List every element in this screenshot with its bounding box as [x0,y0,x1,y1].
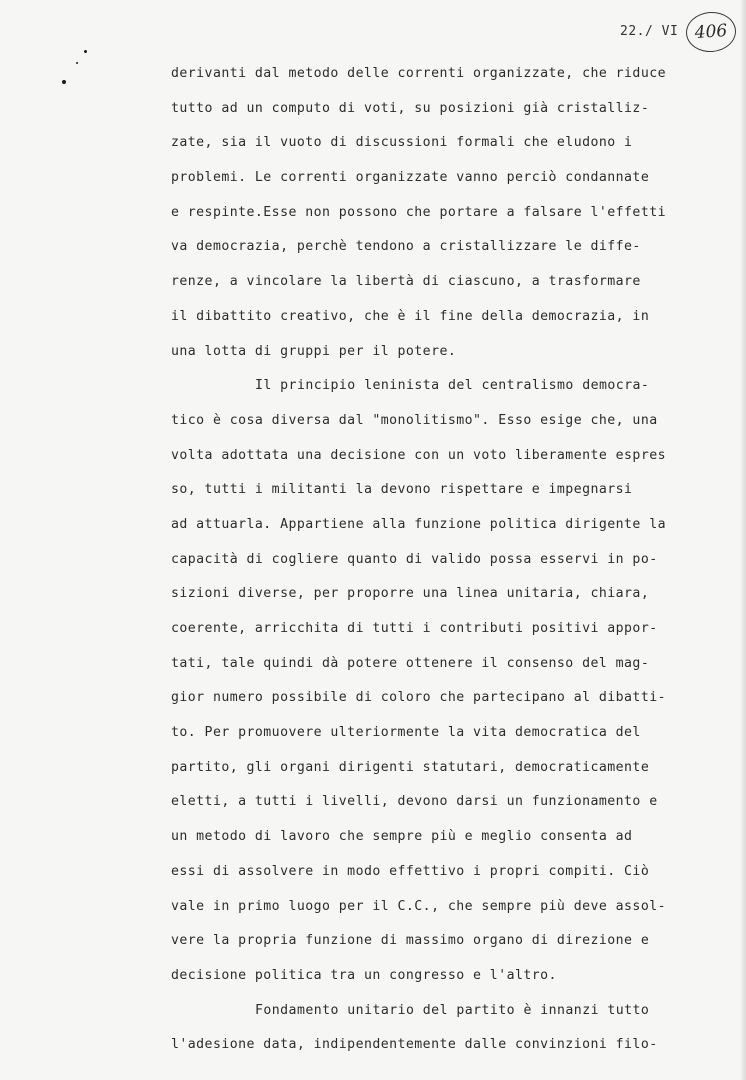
text-line: renze, a vincolare la libertà di ciascuno, a trasformare [171,274,641,290]
text-line: volta adottata una decisione con un voto liberamente espres [171,447,666,463]
text-line: un metodo di lavoro che sempre più e meglio consenta ad [171,829,633,845]
text-line: va democrazia, perchè tendono a cristallizzare le diffe- [171,239,641,255]
text-line: partito, gli organi dirigenti statutari, democraticamente [171,759,650,775]
page-number: 22./ VI [620,24,679,39]
text-line: vale in primo luogo per il C.C., che sempre più deve assol- [171,898,666,914]
body-text [171,62,711,1068]
text-line: e respinte.Esse non possono che portare a falsare l'effetti [171,204,666,220]
text-line: eletti, a tutti i livelli, devono darsi un funzionamento e [171,794,658,810]
text-line: zate, sia il vuoto di discussioni formali che eludono i [171,135,633,151]
text-line: gior numero possibile di coloro che partecipano al dibatti- [171,690,666,706]
text-line: vere la propria funzione di massimo organo di direzione e [171,933,650,949]
text-line: una lotta di gruppi per il potere. [171,343,457,359]
text-line: l'adesione data, indipendentemente dalle convinzioni filo- [171,1037,658,1053]
ink-dot [84,50,87,53]
text-line: il dibattito creativo, che è il fine della democrazia, in [171,308,650,324]
ink-dot [62,80,66,84]
text-line: coerente, arricchita di tutti i contributi positivi appor- [171,621,658,636]
text-line: so, tutti i militanti la devono rispettare e impegnarsi [171,482,633,498]
text-line: essi di assolvere in modo effettivo i propri compiti. Ciò [171,863,650,879]
text-line: tutto ad un computo di voti, su posizioni già cristalliz- [171,100,650,116]
text-line: Il principio leninista del centralismo democra- [255,378,650,394]
page-edge-shadow [740,0,746,1080]
text-line: derivanti dal metodo delle correnti organizzate, che riduce [171,66,666,81]
ink-dot [76,62,78,64]
text-line: tico è cosa diversa dal "monolitismo". Esso esige che, una [171,412,658,428]
text-line: problemi. Le correnti organizzate vanno perciò condannate [171,170,650,186]
text-line: to. Per promuovere ulteriormente la vita democratica del [171,725,641,741]
text-line: sizioni diverse, per proporre una linea unitaria, chiara, [171,586,650,602]
text-line: capacità di cogliere quanto di valido possa esservi in po- [171,551,658,567]
text-line: decisione politica tra un congresso e l'altro. [171,967,557,983]
text-line: ad attuarla. Appartiene alla funzione politica dirigente la [171,516,666,532]
text-line: tati, tale quindi dà potere ottenere il consenso del mag- [171,655,650,671]
page-stamp: 406 [685,10,738,53]
text-line: Fondamento unitario del partito è innanzi tutto [255,1002,650,1018]
